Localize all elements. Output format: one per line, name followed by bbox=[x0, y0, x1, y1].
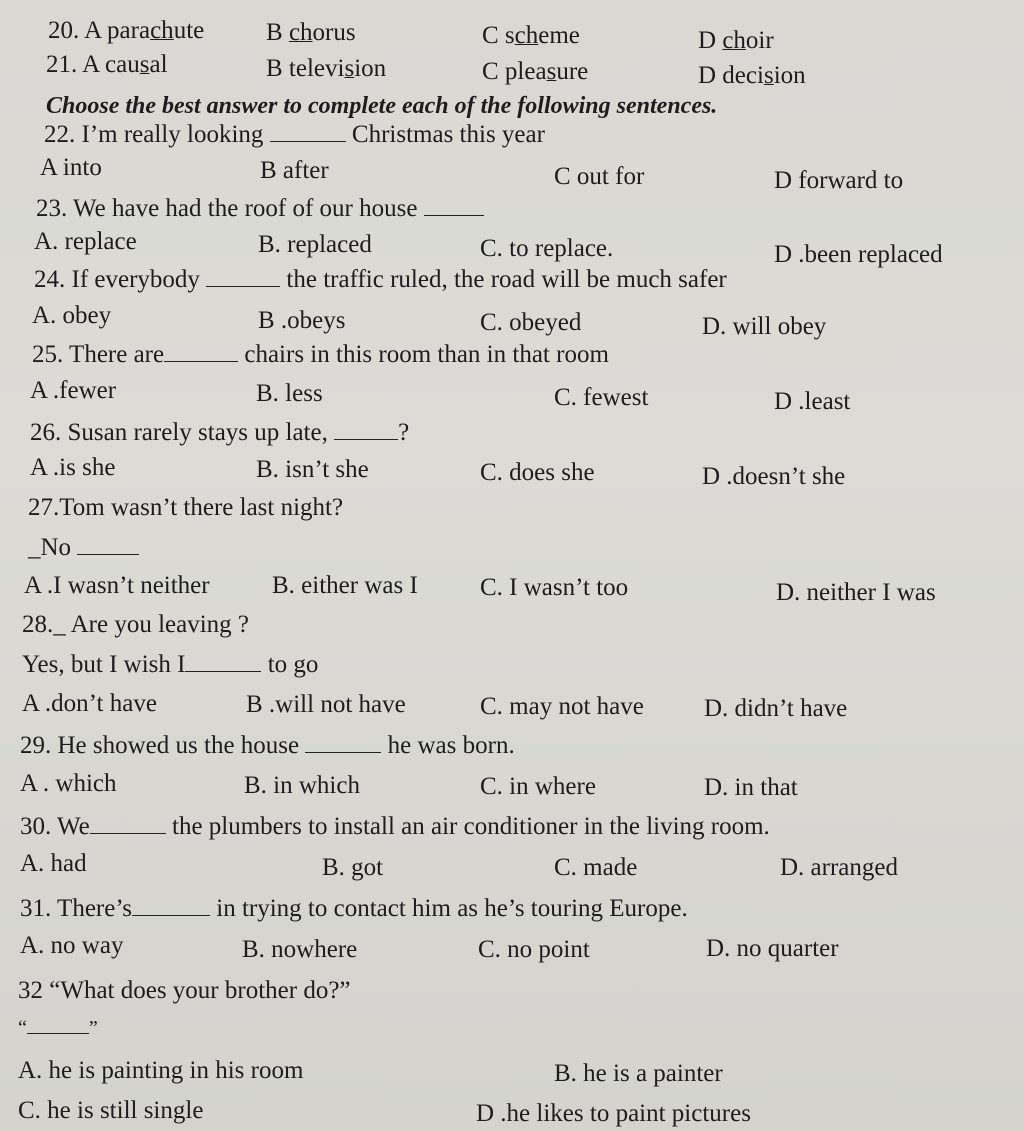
q20-c-post: eme bbox=[538, 22, 580, 49]
q21-b-post: ion bbox=[354, 55, 387, 82]
q28-reply-post: to go bbox=[267, 651, 319, 678]
q24-stem-post: the traffic ruled, the road will be much safer bbox=[286, 266, 727, 293]
q32-option-b[interactable]: B. he is a painter bbox=[554, 1060, 723, 1087]
q28-option-a[interactable]: A .don’t have bbox=[22, 690, 157, 717]
q26-blank[interactable] bbox=[334, 417, 398, 440]
q26-stem-pre: 26. Susan rarely stays up late, bbox=[30, 419, 328, 446]
q32-stem: 32 “What does your brother do?” bbox=[18, 977, 351, 1004]
q30-option-a[interactable]: A. had bbox=[20, 850, 87, 877]
q28-option-c[interactable]: C. may not have bbox=[480, 693, 644, 720]
q23-option-b[interactable]: B. replaced bbox=[258, 231, 372, 258]
q26-option-a[interactable]: A .is she bbox=[30, 454, 116, 481]
q29-option-d[interactable]: D. in that bbox=[704, 774, 798, 801]
q25-stem bbox=[32, 339, 609, 370]
q29-option-b[interactable]: B. in which bbox=[244, 772, 360, 799]
q30-option-b[interactable]: B. got bbox=[322, 854, 384, 881]
q23-blank[interactable] bbox=[424, 199, 484, 216]
q29-option-c[interactable]: C. in where bbox=[480, 773, 596, 800]
q30-option-c[interactable]: C. made bbox=[554, 854, 638, 881]
q21-option-c[interactable] bbox=[482, 57, 588, 87]
q25-option-b[interactable]: B. less bbox=[256, 380, 323, 407]
q32-open-quote: “ bbox=[18, 1017, 27, 1039]
q22-option-c[interactable]: C out for bbox=[554, 163, 645, 190]
q31-stem-pre: 31. There’s bbox=[20, 895, 133, 922]
q24-option-c[interactable]: C. obeyed bbox=[480, 309, 582, 336]
q27-option-a[interactable]: A .I wasn’t neither bbox=[24, 572, 210, 599]
q31-option-b[interactable]: B. nowhere bbox=[242, 936, 358, 963]
q21-d-post: ion bbox=[773, 62, 806, 89]
q28-blank[interactable] bbox=[185, 649, 261, 672]
q21-b-pre: B televi bbox=[266, 55, 345, 82]
q28-stem: 28._ Are you leaving ? bbox=[22, 611, 250, 638]
q21-a-post: al bbox=[149, 51, 168, 78]
q27-option-d[interactable]: D. neither I was bbox=[776, 579, 936, 606]
q23-stem-text: 23. We have had the roof of our house bbox=[36, 195, 418, 222]
q23-stem bbox=[36, 194, 484, 224]
q21-d-pre: D deci bbox=[698, 62, 764, 89]
q31-stem bbox=[20, 893, 688, 924]
q27-blank[interactable] bbox=[77, 532, 139, 555]
q24-option-d[interactable]: D. will obey bbox=[702, 313, 827, 340]
q20-b-underlined: ch bbox=[288, 19, 313, 46]
q30-stem-pre: 30. We bbox=[20, 813, 90, 840]
q32-reply bbox=[18, 1005, 98, 1043]
q21-a-underlined: s bbox=[139, 51, 150, 78]
q20-d-pre: D bbox=[698, 27, 723, 54]
q31-option-a[interactable]: A. no way bbox=[20, 932, 124, 959]
q22-stem-post: Christmas this year bbox=[351, 121, 545, 148]
q25-option-c[interactable]: C. fewest bbox=[554, 384, 649, 411]
q32-option-d[interactable]: D .he likes to paint pictures bbox=[476, 1100, 751, 1127]
q26-option-c[interactable]: C. does she bbox=[480, 459, 595, 486]
q22-blank[interactable] bbox=[270, 119, 346, 142]
q25-blank[interactable] bbox=[164, 339, 238, 362]
q31-blank[interactable] bbox=[132, 893, 210, 916]
q32-close-quote: ” bbox=[88, 1017, 98, 1039]
q22-option-b[interactable]: B after bbox=[260, 157, 329, 184]
q20-option-d[interactable] bbox=[698, 26, 774, 56]
q22-stem bbox=[44, 119, 545, 150]
q20-d-underlined: ch bbox=[722, 27, 746, 54]
q24-option-b[interactable]: B .obeys bbox=[258, 307, 346, 334]
q21-d-underlined: s bbox=[763, 62, 774, 89]
q20-a-underlined: ch bbox=[150, 17, 174, 44]
q27-reply bbox=[28, 532, 139, 563]
q30-blank[interactable] bbox=[90, 811, 166, 834]
q28-reply bbox=[22, 649, 318, 680]
q29-stem bbox=[20, 730, 515, 761]
q29-stem-pre: 29. He showed us the house bbox=[20, 732, 300, 759]
q24-stem bbox=[34, 264, 727, 295]
q21-a-pre: 21. A cau bbox=[46, 51, 140, 78]
q27-stem: 27.Tom wasn’t there last night? bbox=[28, 494, 344, 521]
q23-option-d[interactable]: D .been replaced bbox=[774, 241, 943, 268]
q25-stem-post: chairs in this room than in that room bbox=[244, 341, 609, 368]
q24-stem-pre: 24. If everybody bbox=[34, 266, 200, 293]
q22-option-d[interactable]: D forward to bbox=[774, 167, 904, 194]
q31-option-c[interactable]: C. no point bbox=[478, 936, 590, 963]
q29-blank[interactable] bbox=[305, 730, 381, 753]
q21-option-b[interactable] bbox=[266, 54, 386, 84]
q31-option-d[interactable]: D. no quarter bbox=[706, 935, 839, 962]
q20-a-pre: 20. A para bbox=[48, 17, 151, 44]
q23-option-a[interactable]: A. replace bbox=[34, 228, 137, 255]
q21-b-underlined: s bbox=[344, 55, 355, 82]
q25-stem-pre: 25. There are bbox=[32, 341, 165, 368]
q24-blank[interactable] bbox=[206, 264, 280, 287]
q27-option-b[interactable]: B. either was I bbox=[272, 572, 418, 599]
q22-stem-pre: 22. I’m really looking bbox=[44, 121, 264, 148]
q26-option-b[interactable]: B. isn’t she bbox=[256, 456, 369, 483]
q31-stem-post: in trying to contact him as he’s touring Europe. bbox=[216, 895, 688, 922]
q20-option-a[interactable] bbox=[48, 16, 204, 46]
q29-option-a[interactable]: A . which bbox=[20, 770, 117, 797]
q30-option-d[interactable]: D. arranged bbox=[780, 854, 898, 881]
q29-stem-post: he was born. bbox=[387, 732, 515, 759]
q21-option-d[interactable] bbox=[698, 61, 806, 91]
q20-b-pre: B bbox=[266, 19, 289, 46]
q28-option-b[interactable]: B .will not have bbox=[246, 691, 406, 718]
q21-option-a[interactable] bbox=[46, 50, 168, 80]
q20-d-post: oir bbox=[745, 27, 774, 54]
q27-reply-text: _No bbox=[28, 534, 72, 561]
q20-c-pre: C s bbox=[482, 22, 515, 49]
q28-reply-pre: Yes, but I wish I bbox=[22, 651, 186, 678]
q21-c-post: ure bbox=[556, 58, 589, 85]
q26-option-d[interactable]: D .doesn’t she bbox=[702, 463, 846, 490]
q20-b-post: orus bbox=[312, 19, 356, 46]
section-heading: Choose the best answer to complete each of the following sentences. bbox=[46, 93, 718, 119]
q20-option-c[interactable] bbox=[482, 21, 580, 51]
q25-option-d[interactable]: D .least bbox=[774, 388, 851, 415]
q26-stem bbox=[30, 417, 409, 448]
q28-option-d[interactable]: D. didn’t have bbox=[704, 695, 848, 722]
q21-c-pre: C plea bbox=[482, 58, 547, 85]
q27-option-c[interactable]: C. I wasn’t too bbox=[480, 574, 629, 601]
q25-option-a[interactable]: A .fewer bbox=[30, 377, 117, 404]
q20-a-post: ute bbox=[173, 17, 205, 44]
q22-option-a[interactable]: A into bbox=[40, 154, 102, 181]
q26-stem-post: ? bbox=[398, 419, 410, 446]
q24-option-a[interactable]: A. obey bbox=[32, 302, 112, 329]
q30-stem-post: the plumbers to install an air conditioner in the living room. bbox=[172, 813, 770, 840]
q23-option-c[interactable]: C. to replace. bbox=[480, 235, 614, 262]
q30-stem bbox=[20, 811, 770, 842]
q20-c-underlined: ch bbox=[514, 22, 539, 49]
q21-c-underlined: s bbox=[546, 58, 557, 85]
q20-option-b[interactable] bbox=[266, 18, 356, 48]
q32-option-c[interactable]: C. he is still single bbox=[18, 1097, 204, 1124]
q32-option-a[interactable]: A. he is painting in his room bbox=[18, 1057, 304, 1084]
q32-blank[interactable] bbox=[27, 1005, 89, 1034]
